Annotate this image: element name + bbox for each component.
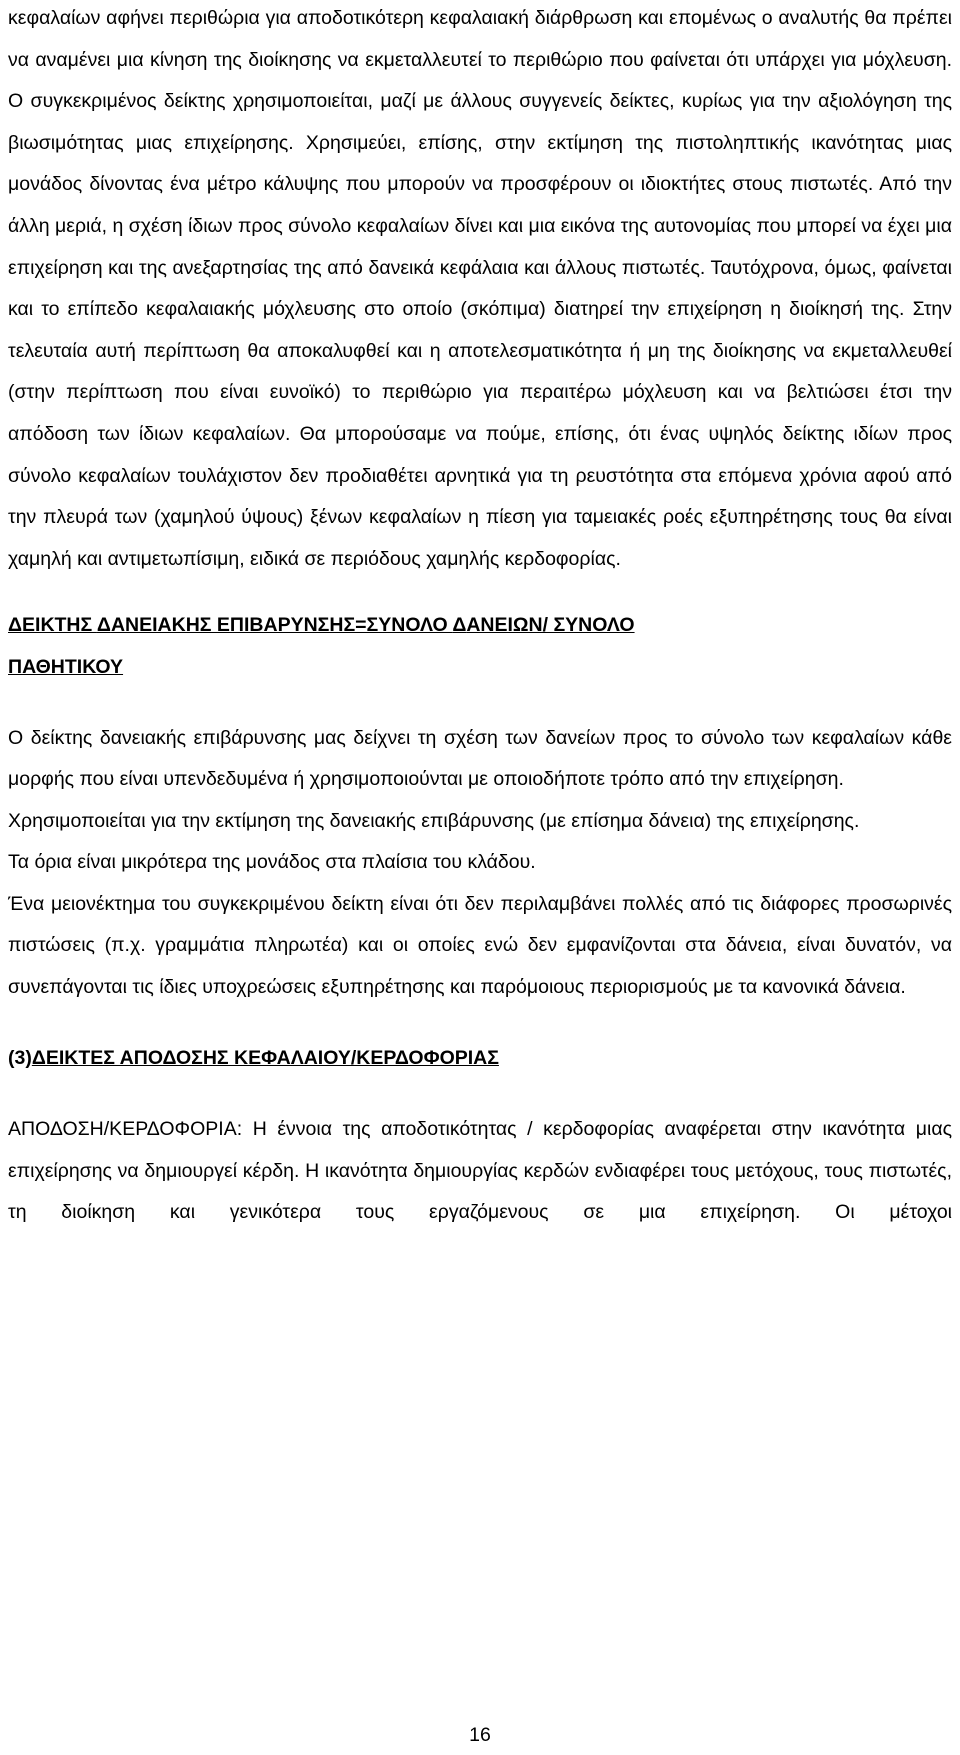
heading-debt-ratio-part: Δ <box>8 614 23 637</box>
heading-profitability-title: ΔΕΙΚΤΕΣ ΑΠΟΔΟΣΗΣ ΚΕΦΑΛΑΙΟΥ/ΚΕΡΔΟΦΟΡΙΑΣ <box>31 1046 499 1069</box>
document-page <box>8 0 952 1234</box>
heading-debt-ratio-part: ΑΝΕΙΩΝ/ ΣΥΝΟΛΟ <box>466 614 635 637</box>
paragraph-debt-ratio-definition: Ο δείκτης δανειακής επιβάρυνσης μας δείχνει τη σχέση των δανείων προς το σύνολο των κεφαλαίων κάθε μορφής που είναι υπενδεδυμένα ή χρησιμοποιούνται με οποιοδήποτε τρόπο από την επιχείρηση. <box>8 726 952 791</box>
paragraph-debt-ratio-use: Χρησιμοποιείται για την εκτίμηση της δανειακής επιβάρυνσης (με επίσημα δάνεια) της επιχείρησης. <box>8 809 860 832</box>
heading-debt-ratio-line2: ΠΑΘΗΤΙΚΟΥ <box>8 655 124 678</box>
heading-debt-ratio-line1 <box>8 614 635 636</box>
heading-debt-ratio <box>8 605 952 688</box>
heading-debt-ratio-part: Δ <box>452 614 467 637</box>
heading-debt-ratio-part: ΑΝΕΙΑΚΗΣ ΕΠΙΒΑΡΥΝΣΗΣ=ΣΥΝΟΛΟ <box>110 614 453 637</box>
paragraph-capital-ratio: κεφαλαίων αφήνει περιθώρια για αποδοτικότερη κεφαλαιακή διάρθρωση και επομένως ο αναλυτής θα πρέπει να αναμένει μια κίνηση της διοίκησης να εκμεταλλευτεί το περιθώριο που φαίνεται ότι υπάρχει για μόχλευση. Ο συγκεκριμένος δείκτης χρησιμοποιείται, μαζί με άλλους συγγενείς δείκτες, κυρίως για την αξιολόγηση της βιωσιμότητας μιας επιχείρησης. Χρησιμεύει, επίσης, στην εκτίμηση της πιστοληπτικής ικανότητας μιας μονάδος δίνοντας ένα μέτρο κάλυψης που μπορούν να προσφέρουν οι ιδιοκτήτες στους πιστωτές. Από την άλλη μεριά, η σχέση ίδιων προς σύνολο κεφαλαίων δίνει και μια εικόνα της αυτονομίας που μπορεί να έχει μια επιχείρηση και της ανεξαρτησίας της από δανεικά κεφάλαια και άλλους πιστωτές. Ταυτόχρονα, όμως, φαίνεται και το επίπεδο κεφαλαιακής μόχλευσης στο οποίο (σκόπιμα) διατηρεί την επιχείρηση η διοίκησή της. Στην τελευταία αυτή περίπτωση θα αποκαλυφθεί και η αποτελεσματικότητα ή μη της διοίκησης να εκμεταλλευθεί (στην περίπτωση που είναι ευνοϊκό) το περιθώριο για περαιτέρω μόχλευση και να βελτιώσει έτσι την απόδοση των ίδιων κεφαλαίων. Θα μπορούσαμε να πούμε, επίσης, ότι ένας υψηλός δείκτης ιδίων προς σύνολο κεφαλαίων τουλάχιστον δεν προδιαθέτει αρνητικά για τη ρευστότητα στα επόμενα χρόνια αφού από την πλευρά των (χαμηλού ύψους) ξένων κεφαλαίων η πίεση για ταμειακές ροές εξυπηρέτησης τους θα είναι χαμηλή και αντιμετωπίσιμη, ειδικά σε περιόδους χαμηλής κερδοφορίας. <box>8 7 952 570</box>
heading-profitability-ratios <box>8 1038 952 1080</box>
page-number: 16 <box>469 1724 491 1746</box>
heading-debt-ratio-part: ΕΙΚΤΗΣ <box>22 614 97 637</box>
paragraph-debt-ratio-drawback: Ένα μειονέκτημα του συγκεκριμένου δείκτη είναι ότι δεν περιλαμβάνει πολλές από τις διάφορες προσωρινές πιστώσεις (π.χ. γραμμάτια πληρωτέα) και οι οποίες ενώ δεν εμφανίζονται στα δάνεια, είναι δυνατόν, να συνεπάγονται τις ίδιες υποχρεώσεις εξυπηρέτησης και παρόμοιους περιορισμούς με τα κανονικά δάνεια. <box>8 892 952 999</box>
paragraph-profitability: ΑΠΟΔΟΣΗ/ΚΕΡΔΟΦΟΡΙΑ: Η έννοια της αποδοτικότητας / κερδοφορίας αναφέρεται στην ικανότητα μιας επιχείρησης να δημιουργεί κέρδη. Η ικανότητα δημιουργίας κερδών ενδιαφέρει τους μετόχους, τους πιστωτές, τη διοίκηση και γενικότερα τους εργαζόμενους σε μια επιχείρηση. Οι μέτοχοι <box>8 1118 952 1224</box>
heading-debt-ratio-part: Δ <box>96 614 111 637</box>
paragraph-debt-ratio-limits: Τα όρια είναι μικρότερα της μονάδος στα πλαίσια του κλάδου. <box>8 851 536 874</box>
heading-profitability-prefix: (3) <box>8 1046 32 1069</box>
